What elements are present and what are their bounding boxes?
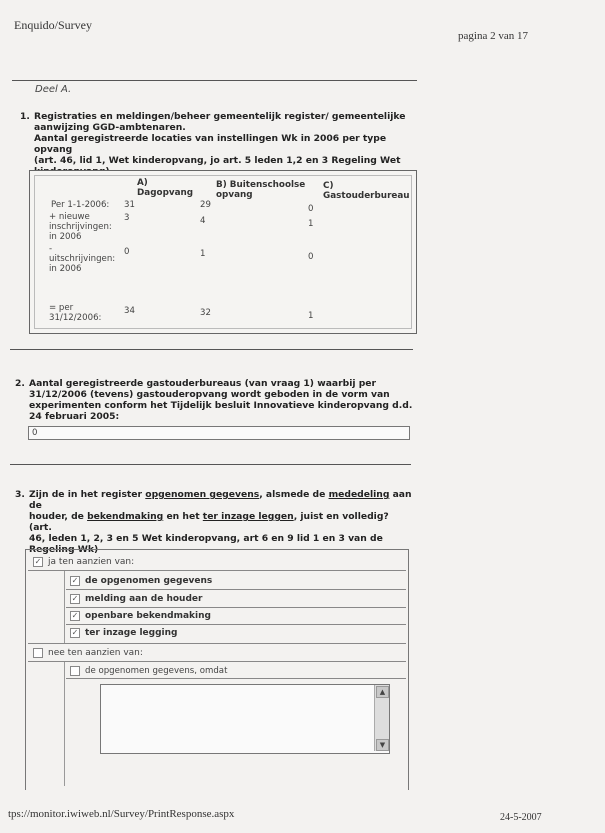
row-label-per-31-12-2006: = per 31/12/2006: [49, 303, 102, 323]
question-3-title-line: 46, leden 1, 2, 3 en 5 Wet kinderopvang, art 6 en 9 lid 1 en 3 van de [29, 533, 383, 544]
yes-items-bottom-line [28, 643, 406, 644]
row-label-nieuwe-inschrijvingen: + nieuwe inschrijvingen: in 2006 [49, 212, 112, 242]
cell-dagopvang-uit: 0 [124, 247, 130, 257]
question-3-title-line: Zijn de in het register opgenomen gegevens, alsmede de mededeling aan de [29, 489, 412, 511]
column-header-b: B) Buitenschoolse opvang [216, 180, 306, 200]
scroll-down-icon[interactable]: ▼ [376, 739, 389, 751]
question-1-title-line: Aantal geregistreerde locaties van instellingen Wk in 2006 per type opvang [34, 133, 387, 155]
cell-gastouder-uit: 0 [308, 252, 314, 262]
question-1-title-line: Registraties en meldingen/beheer gemeentelijk register/ gemeentelijke [34, 111, 406, 122]
question-1-table [29, 170, 417, 334]
term-mededeling: mededeling [328, 489, 390, 500]
yes-item-checkbox[interactable]: ✓ [71, 576, 79, 585]
page-indicator: pagina 2 van 17 [458, 30, 528, 42]
no-option-underline [28, 661, 406, 662]
no-option-label: nee ten aanzien van: [48, 648, 143, 658]
question-3 [15, 489, 413, 555]
question-3-number: 3. [15, 489, 25, 500]
row-label-uitschrijvingen: - uitschrijvingen: in 2006 [49, 244, 116, 274]
yes-item-underline [66, 607, 406, 608]
question-1 [20, 111, 414, 177]
header-divider [12, 80, 417, 81]
no-item-label: de opgenomen gegevens, omdat [85, 666, 228, 676]
cell-gastouder-eind: 1 [308, 311, 314, 321]
column-header-c: C) Gastouderbureau [323, 181, 410, 201]
section-label: Deel A. [35, 84, 72, 95]
cell-bso-uit: 1 [200, 249, 206, 259]
question-3-title-line: houder, de bekendmaking en het ter inzage leggen, juist en volledig? (art. [29, 511, 389, 533]
yes-item-checkbox[interactable]: ✓ [71, 611, 79, 620]
column-header-a: A) Dagopvang [137, 178, 194, 198]
yes-option-label: ja ten aanzien van: [48, 557, 135, 567]
question-2-title-line: 31/12/2006 (tevens) gastouderopvang wordt geboden in de vorm van [29, 389, 390, 400]
divider-q2 [10, 464, 411, 465]
cell-dagopvang-nieuw: 3 [124, 213, 130, 223]
question-1-number: 1. [20, 111, 30, 122]
no-checkbox[interactable] [33, 648, 43, 658]
question-2-title-line: 24 februari 2005: [29, 411, 120, 422]
term-ter-inzage-leggen: ter inzage leggen [202, 511, 294, 522]
cell-bso-start: 29 [200, 200, 211, 210]
term-bekendmaking: bekendmaking [87, 511, 164, 522]
cell-gastouder-start: 0 [308, 204, 314, 214]
cell-bso-nieuw: 4 [200, 216, 206, 226]
yes-item-checkbox[interactable]: ✓ [71, 594, 79, 603]
yes-item-underline [66, 589, 406, 590]
app-title: Enquido/Survey [14, 18, 92, 32]
yes-item-label: de opgenomen gegevens [85, 576, 213, 586]
footer-date: 24-5-2007 [500, 812, 542, 823]
cell-dagopvang-start: 31 [124, 200, 135, 210]
cell-bso-eind: 32 [200, 308, 211, 318]
yes-item-underline [66, 624, 406, 625]
no-items-border [64, 662, 65, 786]
yes-item-label: ter inzage legging [85, 628, 178, 638]
yes-item-label: openbare bekendmaking [85, 611, 211, 621]
no-item-checkbox[interactable] [70, 666, 80, 676]
question-2-answer-field[interactable]: 0 [28, 426, 410, 440]
cell-dagopvang-eind: 34 [124, 306, 135, 316]
yes-option-underline [28, 570, 406, 571]
question-2-title-line: experimenten conform het Tijdelijk besluit Innovatieve kinderopvang d.d. [29, 400, 413, 411]
question-2-number: 2. [15, 378, 25, 389]
reason-textarea[interactable] [100, 684, 390, 754]
no-item-underline [66, 678, 406, 679]
scroll-up-icon[interactable]: ▲ [376, 686, 389, 698]
reason-text [101, 685, 389, 689]
footer-url: tps://monitor.iwiweb.nl/Survey/PrintResponse.aspx [8, 808, 235, 820]
question-2-title-line: Aantal geregistreerde gastouderbureaus (van vraag 1) waarbij per [29, 378, 377, 389]
yes-item-checkbox[interactable]: ✓ [71, 628, 79, 637]
cell-gastouder-nieuw: 1 [308, 219, 314, 229]
textarea-scrollbar[interactable] [374, 685, 389, 751]
question-1-title-line: aanwijzing GGD-ambtenaren. [34, 122, 186, 133]
divider-q1 [10, 349, 413, 350]
term-opgenomen-gegevens: opgenomen gegevens [145, 489, 260, 500]
row-label-per-1-1-2006: Per 1-1-2006: [51, 200, 110, 210]
question-3-title-line: Regeling Wk) [29, 544, 99, 555]
yes-items-border [64, 571, 65, 643]
question-2 [15, 378, 413, 422]
yes-checkbox[interactable]: ✓ [34, 557, 42, 566]
yes-item-label: melding aan de houder [85, 594, 203, 604]
question-1-title-line: (art. 46, lid 1, Wet kinderopvang, jo art. 5 leden 1,2 en 3 Regeling Wet [34, 155, 401, 166]
